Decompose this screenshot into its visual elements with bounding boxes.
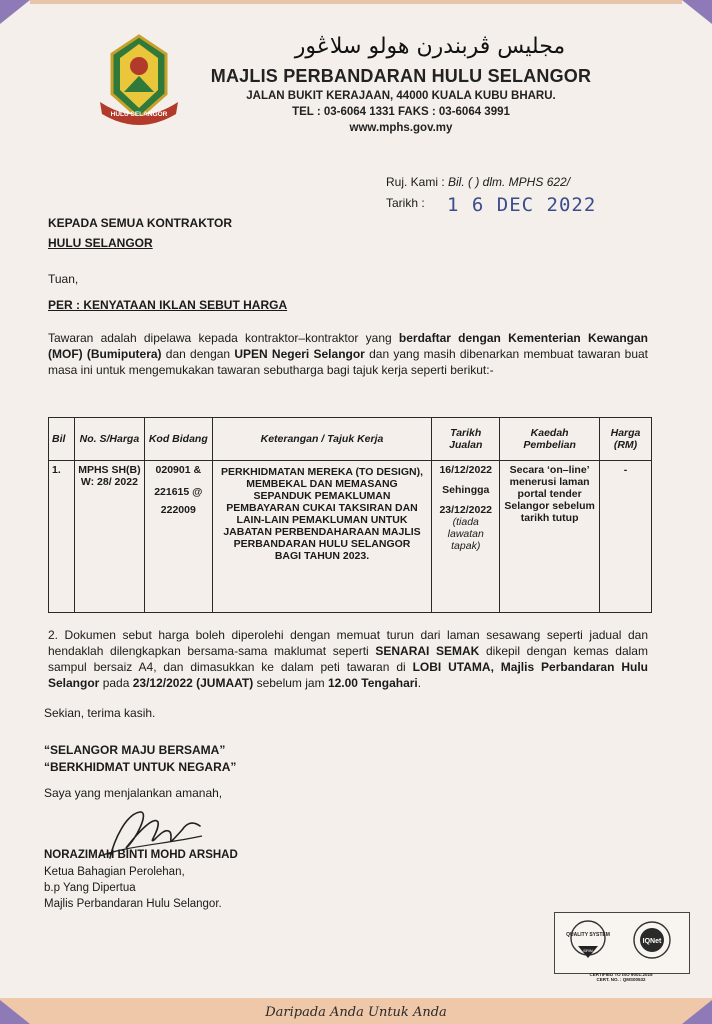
header-kaedah: Kaedah Pembelian [500, 418, 600, 461]
cert-line-2: CERT. NO. : QMS00532 [596, 977, 646, 982]
council-address: JALAN BUKIT KERAJAAN, 44000 KUALA KUBU BHARU. [246, 90, 556, 102]
cell-harga: - [600, 461, 652, 613]
header-keterangan: Keterangan / Tajuk Kerja [212, 418, 432, 461]
cell-no: MPHS SH(B) W: 28/ 2022 [74, 461, 144, 613]
tarikh-note: (tiada lawatan tapak) [447, 516, 484, 552]
p2-text-c: dikepil dengan kemas dalam sampul bersaiz A4, dan dimasukkan ke dalam peti tawaran di [48, 644, 648, 674]
ruj-value: Bil. ( ) dlm. MPHS 622/ [448, 175, 571, 189]
certification-text [556, 972, 686, 982]
cell-kaedah: Secara ‘on–line’ menerusi laman portal tender Selangor sebelum tarikh tutup [500, 461, 600, 613]
signatory-on-behalf: b.p Yang Dipertua [44, 882, 136, 894]
footer-motto: Daripada Anda Untuk Anda [265, 1005, 447, 1020]
p2-bold-date: 23/12/2022 (JUMAAT) [132, 676, 254, 690]
kod-3: 222009 [160, 504, 196, 516]
header-no: No. S/Harga [74, 418, 144, 461]
cell-kod [144, 461, 212, 613]
header-harga: Harga (RM) [600, 418, 652, 461]
council-name-jawi: مجليس ڤربندرن هولو سلاڠور [294, 34, 566, 59]
p2-bold-senarai: SENARAI SEMAK [375, 644, 480, 658]
slogan-2: “BERKHIDMAT UNTUK NEGARA” [44, 760, 237, 774]
table-row [49, 461, 652, 613]
kod-2: 221615 @ [154, 486, 203, 498]
council-logo-icon [96, 32, 182, 128]
addressee-line-2: HULU SELANGOR [48, 236, 153, 250]
p2-bold-lobi: LOBI UTAMA, Majlis Perbandaran Hulu Selangor [48, 660, 648, 690]
p2-text-e: pada [99, 676, 133, 690]
paragraph-2 [48, 627, 648, 691]
salutation: Tuan, [48, 272, 79, 286]
tender-table [48, 417, 652, 613]
subject-line: PER : KENYATAAN IKLAN SEBUT HARGA [48, 298, 288, 312]
quality-system-badge-icon [566, 918, 610, 962]
header-tarikh: Tarikh Jualan [432, 418, 500, 461]
council-phone-fax: TEL : 03-6064 1331 FAKS : 03-6064 3991 [292, 106, 510, 118]
signatory-position: Ketua Bahagian Perolehan, [44, 866, 185, 878]
p1-bold-upen: UPEN Negeri Selangor [234, 347, 365, 361]
cell-keterangan: PERKHIDMATAN MEREKA (TO DESIGN), MEMBEKAL DAN MEMASANG SEPANDUK PEMAKLUMAN PEMBAYARAN CUKAI TAKSIRAN DAN LAIN-LAIN PEMAKLUMAN UNTUK JABATAN PERBENDAHARAAN MAJLIS PERBANDARAN HULU SELANGOR BAGI TAHUN 2023. [212, 461, 432, 613]
corner-decoration-top-left [0, 0, 30, 24]
badge2-text: IQNet [642, 938, 662, 945]
slogan-1: “SELANGOR MAJU BERSAMA” [44, 743, 226, 757]
council-website: www.mphs.gov.my [349, 122, 453, 134]
p2-text-a: 2. Dokumen sebut harga boleh diperolehi dengan memuat turun dari laman sesawang seperti jadual dan hendaklah dilengkapkan bersama-sama maklumat seperti [48, 628, 648, 658]
closing-thanks: Sekian, terima kasih. [44, 706, 156, 720]
closing-amanah: Saya yang menjalankan amanah, [44, 786, 223, 800]
tarikh-from: 16/12/2022 [439, 464, 493, 476]
reference-number [386, 175, 570, 189]
p1-bold-mof: berdaftar dengan Kementerian Kewangan (MOF) (Bumiputera) [48, 331, 648, 361]
cell-bil: 1. [49, 461, 75, 613]
p1-text-c: dan dengan [161, 347, 235, 361]
header-bil: Bil [49, 418, 75, 461]
p2-text-i: . [417, 676, 422, 690]
p1-text-a: Tawaran adalah dipelawa kepada kontraktor–kontraktor yang [48, 331, 399, 345]
corner-decoration-top-right [682, 0, 712, 24]
signatory-name: NORAZIMAH BINTI MOHD ARSHAD [44, 849, 238, 861]
kod-1: 020901 & [155, 464, 202, 476]
badge1-sub-text: SIRIM [583, 949, 593, 953]
date-stamp: 1 6 DEC 2022 [447, 194, 597, 216]
tarikh-until: Sehingga [442, 484, 490, 496]
logo-text: HULU SELANGOR [110, 111, 168, 118]
p2-text-g: sebelum jam [253, 676, 328, 690]
header-kod: Kod Bidang [144, 418, 212, 461]
cert-line-1: CERTIFIED TO ISO 9001:2015 [589, 972, 653, 977]
paragraph-1 [48, 330, 648, 378]
iqnet-badge-icon [630, 918, 674, 962]
table-header-row [49, 418, 652, 461]
addressee-line-1: KEPADA SEMUA KONTRAKTOR [48, 216, 233, 230]
tarikh-to: 23/12/2022 [439, 504, 493, 516]
p2-bold-time: 12.00 Tengahari [327, 676, 418, 690]
top-band [30, 0, 682, 4]
badge1-text: QUALITY SYSTEM [566, 932, 610, 938]
cell-tarikh [432, 461, 500, 613]
p1-text-e: dan yang masih dibenarkan membuat tawaran buat masa ini untuk mengemukakan tawaran sebutharga bagi tajuk kerja seperti berikut:- [48, 347, 649, 377]
council-name: MAJLIS PERBANDARAN HULU SELANGOR [210, 66, 592, 86]
date-label: Tarikh : [386, 196, 425, 210]
signatory-organisation: Majlis Perbandaran Hulu Selangor. [44, 898, 222, 910]
ruj-label: Ruj. Kami : [386, 175, 449, 189]
